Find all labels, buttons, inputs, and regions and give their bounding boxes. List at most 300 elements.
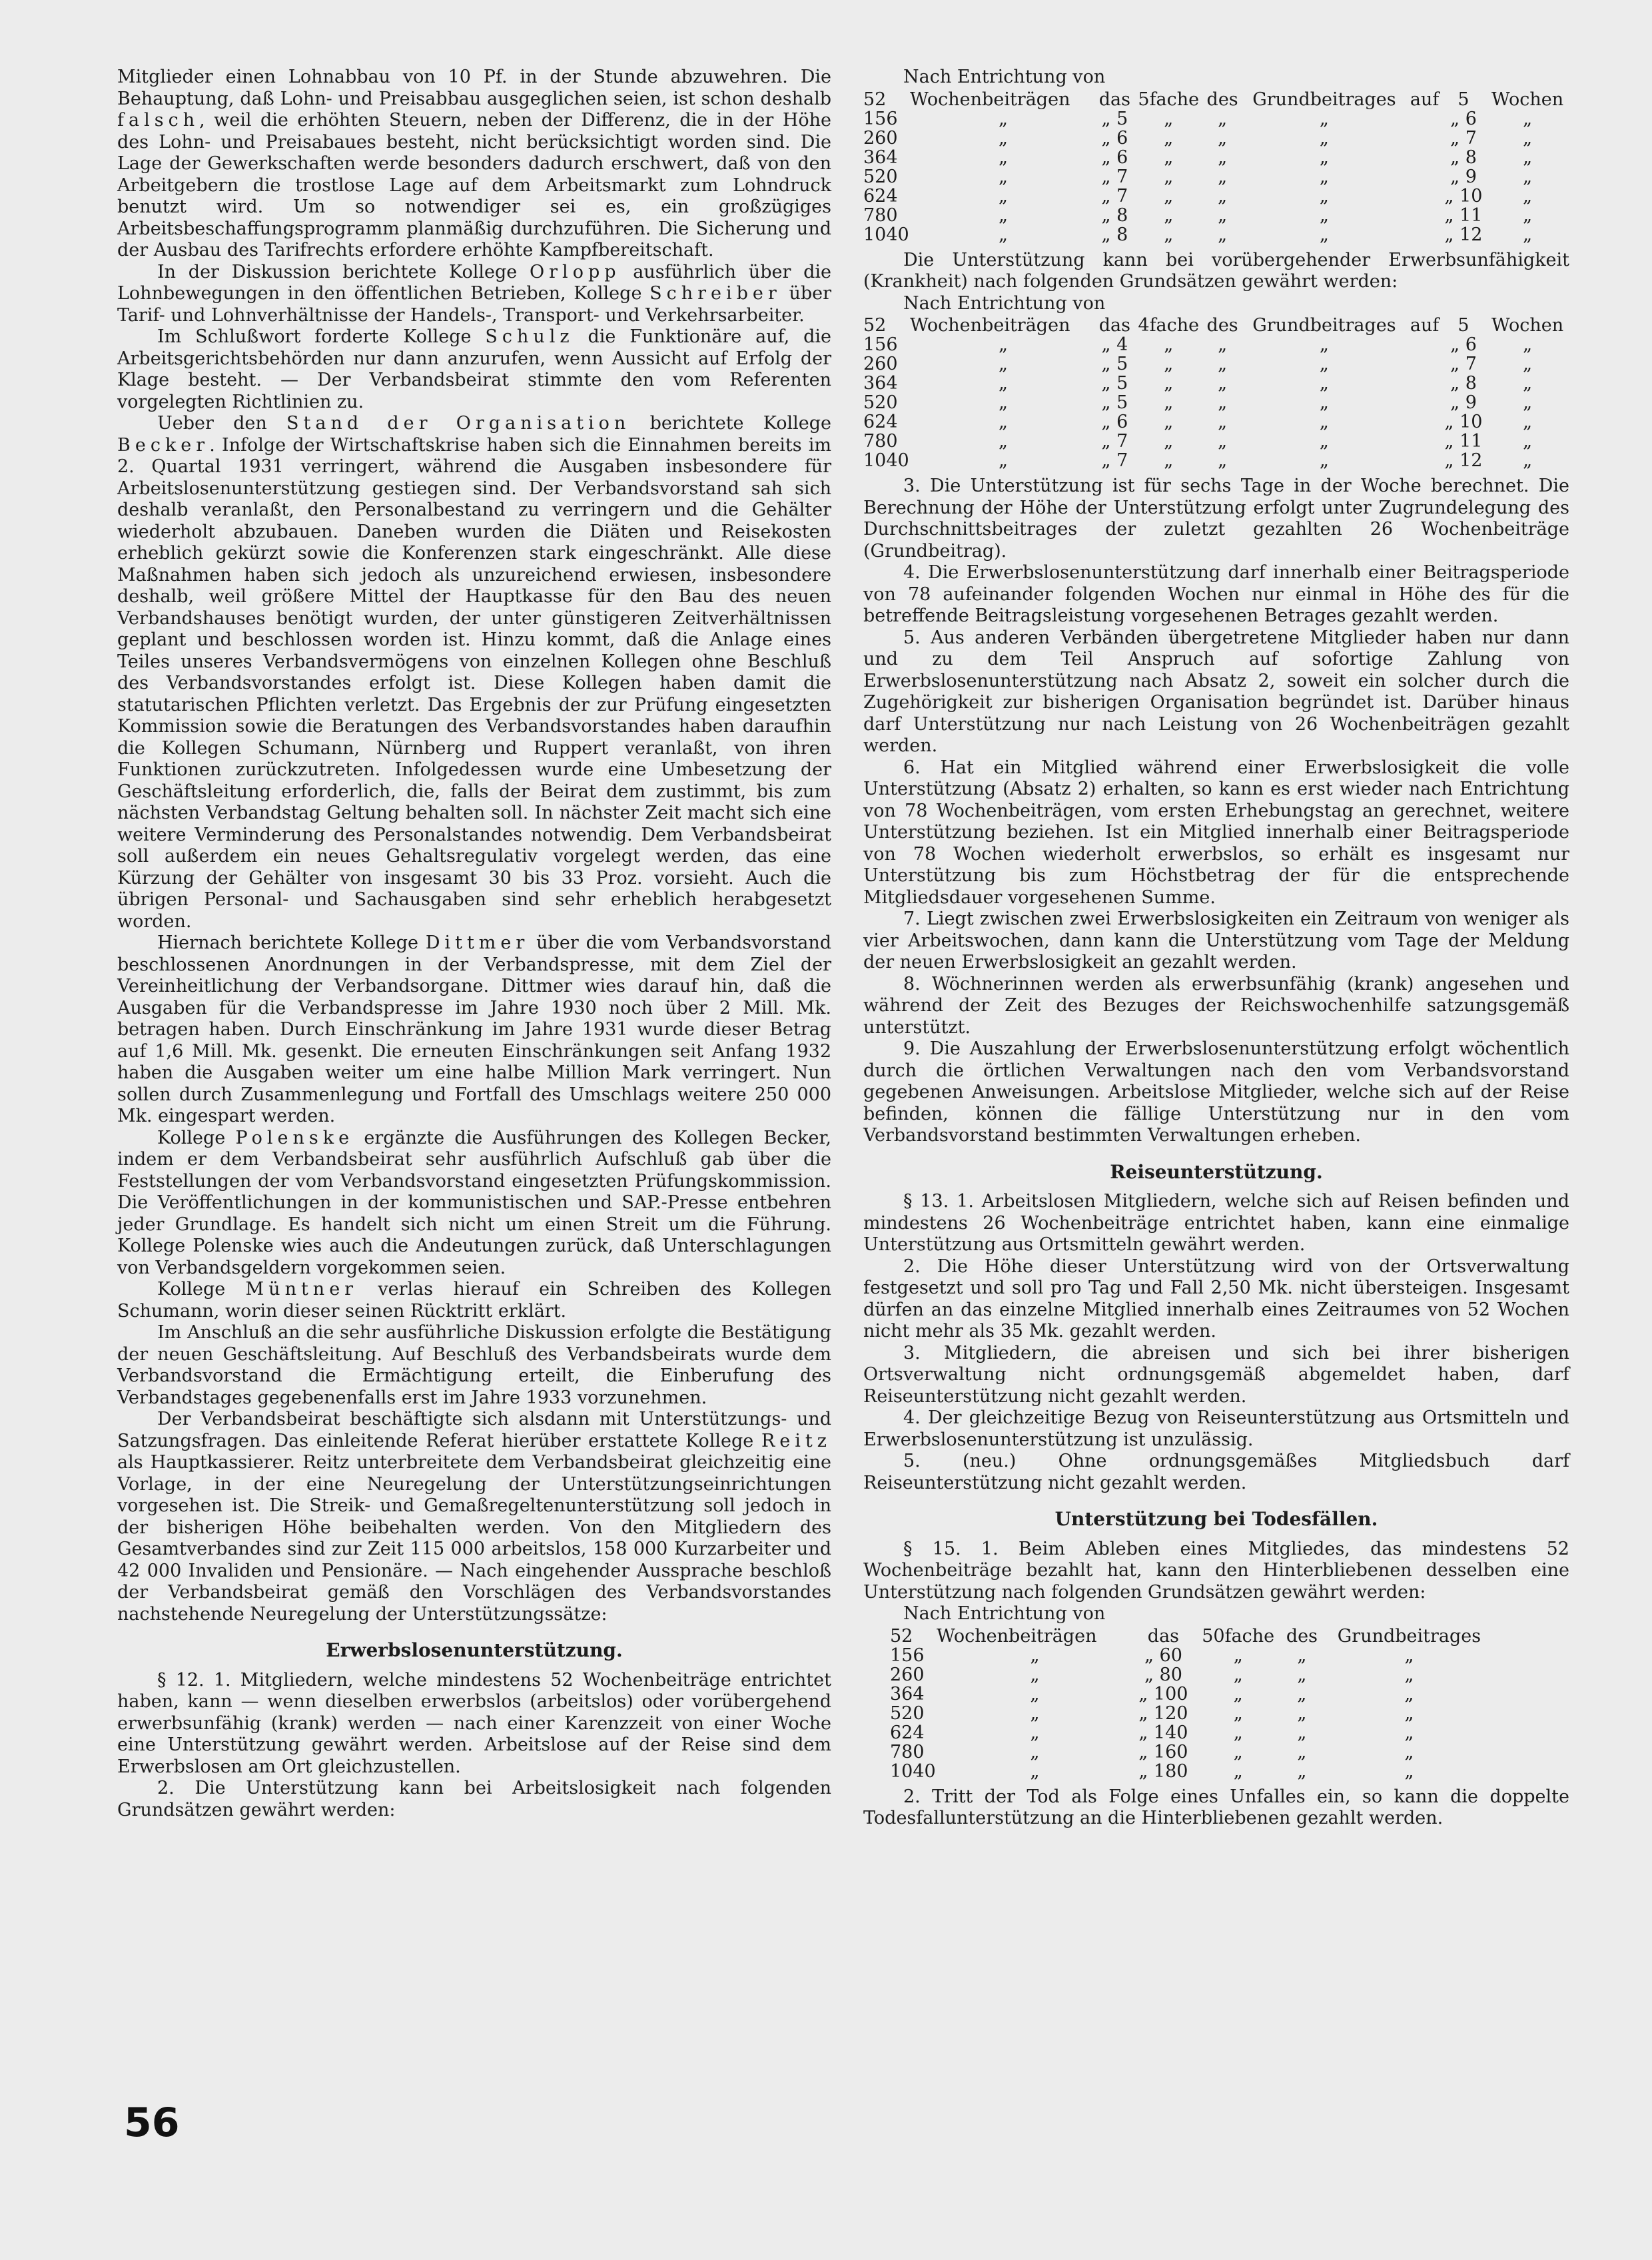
rate-table-cell: „ (1218, 108, 1228, 129)
table-intro: Nach Entrichtung von (903, 292, 1106, 314)
paragraph (863, 627, 1569, 757)
text-run: verlas hierauf ein Schreiben des Kollegen Schumann, worin dieser seinen Rücktritt erklärt. (117, 1279, 831, 1321)
paragraph (863, 1038, 1569, 1147)
paragraph (863, 476, 1569, 562)
rate-table-cell: „ 120 (1138, 1702, 1188, 1724)
rate-table-cell: „ (1404, 1741, 1414, 1762)
rate-table-cell (1408, 225, 1442, 244)
rate-table-row (863, 451, 1569, 470)
paragraph (863, 974, 1569, 1039)
rate-table-todesfall (890, 1627, 1497, 1781)
rate-table-cell: „ (1523, 127, 1533, 149)
rate-table-cell: „ 4 (1101, 334, 1128, 355)
rate-table-header-cell: 5 (1457, 315, 1469, 336)
text-run: Die Unterstützung kann bei vorübergehender Erwerbsunfähigkeit (Krankheit) nach folgenden Grundsätzen gewährt werden: (863, 249, 1569, 292)
rate-table-header-cell: Wochenbeiträgen (910, 89, 1070, 110)
rate-table-header-cell: das (1098, 89, 1130, 110)
rate-table-cell: 780 (863, 431, 898, 452)
text-run: ergänzte die Ausführungen des Kollegen Becker, indem er dem Verbandsbeirat sehr ausführlich Aufschluß gab über die Feststellungen der vom Verbandsvorstand eingesetzten Prüfungskommission. Die Veröffentlichungen in der kommunistischen und SAP.-Presse entbehren jeder Grundlage. Es handelt sich nicht um einen Streit um die Führung. Kollege Polenske wies auch die Andeutungen zurück, daß Unterschlagungen von Verbandsgeldern vorgekommen seien. (117, 1127, 832, 1278)
rate-table-cell: 780 (863, 204, 898, 226)
rate-table-cell: „ (1319, 373, 1329, 394)
text-run: berichtete Kollege (630, 413, 831, 434)
section-heading: Unterstützung bei Todesfällen. (1054, 1508, 1378, 1530)
rate-table-cell: „ 80 (1144, 1664, 1182, 1685)
rate-table-row (863, 393, 1569, 412)
rate-table-cell: „ (1523, 354, 1533, 374)
paragraph (863, 909, 1569, 974)
table-intro: Nach Entrichtung von (903, 67, 1106, 87)
rate-table-cell (1408, 432, 1442, 451)
rate-table-row (863, 412, 1569, 432)
text-run: , weil die erhöhten Steuern, neben der Differenz, die in der Höhe des Lohn- und Preisabaues besteht, nicht berücksichtigt worden sind. Die Lage der Gewerkschaften werde besonders dadurch erschwert, daß von den Arbeitgebern die trostlose Lage auf dem Arbeitsmarkt zum Lohndruck benutzt wird. Um so notwendiger sei es, ein großzügiges Arbeitsbeschaffungsprogramm planmäßig durchzuführen. Die Sicherung und der Ausbau des Tarifrechts erfordere erhöhte Kampfbereitschaft. (117, 110, 831, 260)
rate-table-cell: „ (1523, 334, 1533, 355)
text-run: 5. Aus anderen Verbänden übergetretene Mitglieder haben nur dann und zu dem Teil Anspruch auf sofortige Zahlung von Erwerbslosenunterstützung nach Absatz 2, soweit ein solcher durch die Zugehörigkeit zur bisherigen Organisation begründet ist. Darüber hinaus darf Unterstützung nur nach Leistung von 26 Wochenbeiträgen gezahlt werden. (863, 627, 1569, 756)
rate-table-row (890, 1742, 1497, 1762)
rate-table-cell: 624 (863, 185, 898, 206)
paragraph (863, 562, 1569, 627)
rate-table-cell: „ (1523, 392, 1533, 413)
rate-table-cell: „ (1164, 166, 1174, 187)
text-run: 5. (neu.) Ohne ordnungsgemäßes Mitgliedsbuch darf Reiseunterstützung nicht gezahlt werden. (863, 1451, 1569, 1493)
rate-table-cell: „ (1233, 1760, 1243, 1782)
right-column (863, 67, 1569, 1830)
rate-table-cell: „ 10 (1444, 185, 1483, 206)
rate-table-cell: „ (1164, 412, 1174, 432)
rate-table-cell: „ 11 (1444, 204, 1483, 226)
rate-table-header-cell: des (1206, 89, 1238, 110)
rate-table-cell: „ 12 (1444, 450, 1483, 471)
rate-table-header-cell: 52 (890, 1625, 913, 1647)
text-run: Mitglieder einen Lohnabbau von 10 Pf. in der Stunde abzuwehren. Die Behauptung, daß Lohn- und Preisabbau ausgeglichen seien, ist schon deshalb (117, 67, 831, 109)
rate-table-cell: „ (1233, 1645, 1243, 1666)
rate-table-cell: 364 (863, 147, 898, 168)
rate-table-header-cell: 52 (863, 89, 887, 110)
rate-table-cell: „ 7 (1101, 450, 1128, 471)
spaced-name: Dittmer (425, 933, 530, 953)
rate-table-row (890, 1762, 1497, 1781)
text-run: ausführlich über die Lohnbewegungen in den öffentlichen Betrieben, Kollege (117, 261, 832, 304)
rate-table-cell (1408, 451, 1442, 470)
text-run: die Funktionäre auf, die Arbeitsgerichtsbehörden nur dann anzurufen, wenn Aussicht auf Erfolg der Klage besteht. — Der Verbandsbeirat stimmte den vom Referenten vorgelegten Richtlinien zu. (117, 326, 831, 412)
spaced-name: Schulz (485, 326, 574, 347)
text-run: 3. Die Unterstützung ist für sechs Tage in der Woche berechnet. Die Berechnung der Höhe der Unterstützung erfolgt unter Zugrundelegung des Durchschnittsbeitrages der zuletzt gezahlten 26 Wochenbeiträge (Grundbeitrag). (863, 476, 1569, 562)
spaced-name: Polenske (235, 1127, 354, 1148)
rate-table-cell: „ (1523, 166, 1533, 187)
text-run: Kollege (157, 1127, 236, 1148)
text-run: § 15. 1. Beim Ableben eines Mitgliedes, das mindestens 52 Wochenbeiträge bezahlt hat, kann den Hinterbliebenen desselben eine Unterstützung nach folgenden Grundsätzen gewährt werden: (863, 1538, 1569, 1603)
rate-table-cell: „ (1218, 147, 1228, 168)
rate-table-row (863, 225, 1569, 244)
rate-table-cell: „ (1404, 1683, 1414, 1704)
rate-table-cell: „ 6 (1450, 334, 1477, 355)
rate-table-cell: „ (998, 108, 1008, 129)
rate-table-header-cell: das (1147, 1625, 1180, 1647)
text-run: 2. Tritt der Tod als Folge eines Unfalles ein, so kann die doppelte Todesfallunterstützung an die Hinterbliebenen gezahlt werden. (863, 1786, 1569, 1828)
rate-table-cell: 364 (863, 373, 898, 394)
rate-table-cell: „ 7 (1450, 354, 1477, 374)
rate-table-cell: 260 (863, 127, 898, 149)
rate-table-cell: „ (1030, 1702, 1040, 1724)
rate-table-cell: „ (1233, 1741, 1243, 1762)
rate-table-cell: „ 160 (1138, 1741, 1188, 1762)
paragraph (863, 1191, 1569, 1256)
paragraph (863, 1451, 1569, 1494)
text-run: Der Verbandsbeirat beschäftigte sich alsdann mit Unterstützungs- und Satzungsfragen. Das einleitende Referat hierüber erstattete Kollege (117, 1409, 831, 1451)
rate-table-cell: „ (1218, 450, 1228, 471)
rate-table-header-cell: Grundbeitrages (1337, 1625, 1481, 1647)
rate-table-cell: 364 (890, 1683, 925, 1704)
rate-table-cell (1408, 167, 1442, 187)
spaced-name: Stand der Organisation (286, 413, 631, 434)
rate-table-cell (1408, 109, 1442, 129)
rate-table-cell: „ 60 (1144, 1645, 1182, 1666)
rate-table-cell: „ (1218, 334, 1228, 355)
text-run: über Tarif- und Lohnverhältnisse der Handels-, Transport- und Verkehrsarbeiter. (117, 283, 832, 326)
rate-table-cell: „ (1164, 127, 1174, 149)
rate-table-cell: „ (998, 450, 1008, 471)
rate-table-cell: „ (998, 166, 1008, 187)
rate-table-cell: „ (1319, 204, 1329, 226)
spaced-name: Becker (117, 434, 210, 456)
rate-table-cell: „ (1319, 412, 1329, 432)
rate-table-cell: „ 5 (1101, 108, 1128, 129)
rate-table-cell: „ (998, 147, 1008, 168)
rate-table-header-row (863, 316, 1569, 335)
rate-table-header-cell: Wochenbeiträgen (937, 1625, 1097, 1647)
rate-table-cell: „ 12 (1444, 224, 1483, 245)
rate-table-cell: „ 5 (1101, 373, 1128, 394)
spaced-name: Schreiber (649, 283, 781, 304)
rate-table-cell: „ 9 (1450, 392, 1477, 413)
rate-table-cell: 156 (890, 1645, 925, 1666)
rate-table-cell: „ 6 (1450, 108, 1477, 129)
table-intro: Nach Entrichtung von (903, 1603, 1106, 1624)
rate-table-header-cell: des (1206, 315, 1238, 336)
rate-table-cell: „ (1523, 185, 1533, 206)
text-run: 3. Mitgliedern, die abreisen und sich bei ihrer bisherigen Ortsverwaltung nicht ordnungsgemäß abgemeldet haben, darf Reiseunterstützung nicht gezahlt werden. (863, 1342, 1569, 1407)
rate-table-cell: „ (1297, 1741, 1307, 1762)
rate-table-row (890, 1665, 1497, 1685)
rate-table-row (863, 109, 1569, 129)
rate-table-cell: „ 180 (1138, 1760, 1188, 1782)
rate-table-cell: „ (1030, 1683, 1040, 1704)
paragraph (117, 1409, 831, 1625)
rate-table-cell: „ (1319, 108, 1329, 129)
rate-table-cell: „ (998, 412, 1008, 432)
text-run: 8. Wöchnerinnen werden als erwerbsunfähig (krank) angesehen und während der Zeit des Bezuges der Reichswochenhilfe satzungsgemäß unterstützt. (863, 973, 1569, 1038)
rate-table-cell: „ (1030, 1645, 1040, 1666)
rate-table-cell: „ (1523, 204, 1533, 226)
paragraph (863, 1539, 1569, 1604)
rate-table-cell: „ (1164, 354, 1174, 374)
text-run: 2. Die Unterstützung kann bei Arbeitslosigkeit nach folgenden Grundsätzen gewährt werden: (117, 1778, 831, 1820)
rate-table-cell: „ (1233, 1722, 1243, 1743)
page-number: 56 (124, 2099, 180, 2146)
left-column (117, 67, 831, 1821)
rate-table-cell: „ (1523, 450, 1533, 471)
rate-table-cell: „ 8 (1450, 373, 1477, 394)
rate-table-header-cell: 4fache (1138, 315, 1200, 336)
text-run: Hiernach berichtete Kollege (157, 933, 426, 953)
spaced-name: Müntner (245, 1279, 358, 1300)
rate-table-cell: „ (998, 373, 1008, 394)
rate-table-cell: „ (998, 392, 1008, 413)
rate-table-header-cell: auf (1410, 89, 1440, 110)
paragraph (863, 250, 1569, 293)
rate-table-row (890, 1646, 1497, 1665)
rate-table-header-cell: Grundbeitrages (1252, 315, 1396, 336)
rate-table-cell (1408, 412, 1442, 432)
rate-table-cell: „ (1404, 1664, 1414, 1685)
rate-table-cell: 520 (890, 1702, 925, 1724)
text-run: Kollege (157, 1279, 246, 1300)
rate-table-cell: 624 (863, 412, 898, 432)
rate-table-cell: „ (1319, 185, 1329, 206)
rate-table-cell: „ (1297, 1683, 1307, 1704)
text-run: . Infolge der Wirtschaftskrise haben sich die Einnahmen bereits im 2. Quartal 1931 verringert, während die Ausgaben insbesondere für Arbeitslosenunterstützung gestiegen sind. Der Verbandsvorstand sah sich deshalb veranlaßt, den Personalbestand zu verringern und die Gehälter wiederholt abzubauen. Daneben wurden die Diäten und Reisekosten erheblich gekürzt sowie die Konferenzen stark eingeschränkt. Alle diese Maßnahmen haben sich jedoch als unzureichend erwiesen, insbesondere deshalb, weil größere Mittel der Hauptkasse für den Bau des neuen Verbandshauses benötigt wurden, der unter günstigeren Zeitverhältnissen geplant und beschlossen worden ist. Hinzu kommt, daß die Anlage eines Teiles unseres Verbandsvermögens von einzelnen Kollegen ohne Beschluß des Verbandsvorstandes erfolgt ist. Diese Kollegen haben damit die statutarischen Pflichten verletzt. Das Ergebnis der zur Prüfung eingesetzten Kommission sowie die Beratungen des Verbandsvorstandes haben daraufhin die Kollegen Schumann, Nürnberg und Ruppert veranlaßt, von ihren Funktionen zurückzutreten. Infolgedessen wurde eine Umbesetzung der Geschäftsleitung erforderlich, die, falls der Beirat dem zustimmt, bis zum nächsten Verbandstag Geltung behalten soll. In nächster Zeit macht sich eine weitere Verminderung des Personalstandes notwendig. Dem Verbandsbeirat soll außerdem ein neues Gehaltsregulativ vorgelegt werden, das eine Kürzung der Gehälter von insgesamt 30 bis 33 Proz. vorsieht. Auch die übrigen Personal- und Sachausgaben sind sehr erheblich herabgesetzt worden. (117, 434, 831, 932)
rate-table-cell: „ 6 (1101, 412, 1128, 432)
rate-table-cell: 520 (863, 166, 898, 187)
rate-table-cell: „ 8 (1101, 204, 1128, 226)
rate-table-cell: „ (1164, 185, 1174, 206)
rate-table-cell: „ (1523, 412, 1533, 432)
rate-table-cell: „ (1164, 334, 1174, 355)
rate-table-row (863, 432, 1569, 451)
rate-table-header-row (863, 90, 1569, 109)
rate-table-cell: „ (1030, 1722, 1040, 1743)
paragraph (117, 1128, 831, 1280)
rate-table-cell: 1040 (863, 450, 909, 471)
rate-table-cell: „ (1523, 431, 1533, 452)
rate-table-cell: „ (1218, 166, 1228, 187)
rate-table-cell: „ (1164, 392, 1174, 413)
rate-table-cell: „ (1218, 431, 1228, 452)
rate-table-row (863, 167, 1569, 187)
rate-table-cell: „ (998, 127, 1008, 149)
rate-table-cell: „ (1319, 166, 1329, 187)
spaced-name: falsch (117, 110, 200, 131)
rate-table-cell: „ (1523, 108, 1533, 129)
rate-table-cell: „ (1030, 1760, 1040, 1782)
rate-table-cell: „ (1319, 431, 1329, 452)
rate-table-cell: „ 100 (1138, 1683, 1188, 1704)
rate-table-arbeitslos (863, 90, 1569, 244)
spaced-name: Reitz (761, 1430, 831, 1451)
text-run: Ueber den (157, 413, 287, 434)
rate-table-cell (1408, 148, 1442, 167)
rate-table-cell: „ (1218, 392, 1228, 413)
paragraph (117, 933, 831, 1128)
rate-table-row (863, 206, 1569, 225)
rate-table-cell: „ (1218, 204, 1228, 226)
rate-table-row (890, 1723, 1497, 1742)
rate-table-cell: „ (1218, 127, 1228, 149)
rate-table-cell: „ 8 (1450, 147, 1477, 168)
rate-table-header-cell: Wochen (1491, 89, 1564, 110)
paragraph (117, 1322, 831, 1409)
rate-table-cell: 520 (863, 392, 898, 413)
rate-table-cell: „ (1233, 1683, 1243, 1704)
rate-table-cell: 260 (863, 354, 898, 374)
rate-table-cell (1408, 354, 1442, 374)
rate-table-cell: „ (1319, 354, 1329, 374)
spaced-name: Orlopp (530, 261, 621, 282)
rate-table-cell: 1040 (863, 224, 909, 245)
paragraph (117, 1279, 831, 1322)
rate-table-cell: „ (1297, 1760, 1307, 1782)
text-run: Im Anschluß an die sehr ausführliche Diskussion erfolgte die Bestätigung der neuen Geschäftsleitung. Auf Beschluß des Verbandsbeirats wurde dem Verbandsvorstand die Ermächtigung erteilt, die Einberufung des Verbandstages gegebenenfalls erst im Jahre 1933 vorzunehmen. (117, 1322, 831, 1408)
rate-table-cell: „ (1319, 147, 1329, 168)
rate-table-cell: „ (1030, 1664, 1040, 1685)
rate-table-cell: „ (998, 431, 1008, 452)
rate-table-cell: „ (1404, 1702, 1414, 1724)
rate-table-cell (1408, 335, 1442, 354)
rate-table-cell (1408, 374, 1442, 393)
rate-table-cell: „ (998, 354, 1008, 374)
rate-table-cell: „ (1233, 1702, 1243, 1724)
rate-table-cell: „ (1164, 147, 1174, 168)
rate-table-cell (1408, 187, 1442, 206)
rate-table-cell: „ (1218, 373, 1228, 394)
rate-table-cell: „ 9 (1450, 166, 1477, 187)
rate-table-cell: „ 5 (1101, 392, 1128, 413)
rate-table-cell: „ (998, 204, 1008, 226)
rate-table-cell: „ 10 (1444, 412, 1483, 432)
rate-table-header-cell: 5 (1457, 89, 1469, 110)
rate-table-cell: „ (1523, 373, 1533, 394)
rate-table-header-cell: Grundbeitrages (1252, 89, 1396, 110)
text-run: § 12. 1. Mitgliedern, welche mindestens 52 Wochenbeiträge entrichtet haben, kann — wenn dieselben erwerbslos (arbeitslos) oder vorübergehend erwerbsunfähig (krank) werden — nach einer Karenzzeit von einer Woche eine Unterstützung gewährt werden. Arbeitslose auf der Reise sind dem Erwerbslosen am Ort gleichzustellen. (117, 1669, 831, 1777)
text-run: In der Diskussion berichtete Kollege (157, 261, 530, 282)
paragraph (117, 67, 831, 262)
text-run: 4. Die Erwerbslosenunterstützung darf innerhalb einer Beitragsperiode von 78 aufeinander folgenden Wochen nur einmal in Höhe des für die betreffende Beitragsleistung vorgesehenen Betrages gezahlt werden. (863, 562, 1569, 626)
rate-table-cell: „ (1404, 1722, 1414, 1743)
rate-table-cell: „ (1297, 1664, 1307, 1685)
rate-table-row (863, 148, 1569, 167)
rate-table-cell: „ 7 (1101, 185, 1128, 206)
rate-table-cell (1408, 206, 1442, 225)
rate-table-cell: „ (1218, 185, 1228, 206)
rate-table-cell (1408, 393, 1442, 412)
rate-table-cell: „ (1030, 1741, 1040, 1762)
rate-table-header-cell: auf (1410, 315, 1440, 336)
rate-table-header-row (890, 1627, 1497, 1646)
text-run: als Hauptkassierer. Reitz unterbreitete dem Verbandsbeirat gleichzeitig eine Vorlage, in der eine Neuregelung der Unterstützungseinrichtungen vorgesehen ist. Die Streik- und Gemaßregeltenunterstützung soll jedoch in der bisherigen Höhe beibehalten werden. Von den Mitgliedern des Gesamtverbandes sind zur Zeit 115 000 arbeitslos, 158 000 Kurzarbeiter und 42 000 Invaliden und Pensionäre. — Nach eingehender Aussprache beschloß der Verbandsbeirat gemäß den Vorschlägen des Verbandsvorstandes nachstehende Neuregelung der Unterstützungssätze: (117, 1452, 831, 1625)
rate-table-cell: „ (1523, 224, 1533, 245)
paragraph (117, 326, 831, 413)
rate-table-header-cell: das (1098, 315, 1130, 336)
rate-table-cell: „ 7 (1450, 127, 1477, 149)
rate-table-cell: „ (1319, 334, 1329, 355)
rate-table-header-cell: Wochenbeiträgen (910, 315, 1070, 336)
rate-table-cell: „ (1319, 450, 1329, 471)
text-run: 6. Hat ein Mitglied während einer Erwerbslosigkeit die volle Unterstützung (Absatz 2) erhalten, so kann es erst wieder nach Entrichtung von 78 Wochenbeiträgen, vom ersten Erhebungstag an gerechnet, weitere Unterstützung beziehen. Ist ein Mitglied innerhalb einer Beitragsperiode von 78 Wochen wiederholt erwerbslos, so erhält es insgesamt nur Unterstützung bis zum Höchstbetrag der für die entsprechende Mitgliedsdauer vorgesehenen Summe. (863, 757, 1569, 908)
rate-table-cell: „ (998, 185, 1008, 206)
text-run: 2. Die Höhe dieser Unterstützung wird von der Ortsverwaltung festgesetzt und soll pro Tag und Fall 2,50 Mk. nicht übersteigen. Insgesamt dürfen an das einzelne Mitglied innerhalb eines Zeitraumes von 52 Wochen nicht mehr als 35 Mk. gezahlt werden. (863, 1256, 1569, 1341)
section-heading: Erwerbslosenunterstützung. (326, 1639, 623, 1661)
rate-table-row (863, 335, 1569, 354)
rate-table-cell: „ (1164, 373, 1174, 394)
rate-table-cell: 156 (863, 334, 898, 355)
rate-table-header-cell: 52 (863, 315, 887, 336)
rate-table-cell: „ (1218, 354, 1228, 374)
text-run: über die vom Verbandsvorstand beschlossenen Anordnungen in der Verbandspresse, mit dem Ziel der Vereinheitlichung der Verbandsorgane. Dittmer wies darauf hin, daß die Ausgaben für die Verbandspresse im Jahre 1930 noch über 2 Mill. Mk. betragen haben. Durch Einschränkung im Jahre 1931 wurde dieser Betrag auf 1,6 Mill. Mk. gesenkt. Die erneuten Einschränkungen seit Anfang 1932 haben die Ausgaben weiter um eine halbe Million Mark verringert. Nun sollen durch Zusammenlegung und Fortfall des Umschlags weitere 250 000 Mk. eingespart werden. (117, 933, 832, 1126)
rate-table-cell: „ (1404, 1760, 1414, 1782)
text-run: 4. Der gleichzeitige Bezug von Reiseunterstützung aus Ortsmitteln und Erwerbslosenunterstützung ist unzulässig. (863, 1407, 1569, 1450)
rate-table-krankheit (863, 316, 1569, 470)
rate-table-header-cell: 5fache (1138, 89, 1200, 110)
rate-table-row (890, 1704, 1497, 1723)
rate-table-cell: „ (1319, 224, 1329, 245)
rate-table-cell: „ (1319, 127, 1329, 149)
paragraph (117, 1778, 831, 1821)
rate-table-cell: „ 6 (1101, 127, 1128, 149)
rate-table-row (863, 354, 1569, 374)
rate-table-cell: „ (998, 334, 1008, 355)
paragraph (863, 1407, 1569, 1451)
section-heading: Reiseunterstützung. (1110, 1160, 1323, 1183)
text-run: § 13. 1. Arbeitslosen Mitgliedern, welche sich auf Reisen befinden und mindestens 26 Wochenbeiträge entrichtet haben, kann eine einmalige Unterstützung aus Ortsmitteln gewährt werden. (863, 1191, 1569, 1255)
paragraph (117, 1670, 831, 1778)
paragraph (117, 413, 831, 933)
rate-table-cell (1408, 129, 1442, 148)
rate-table-cell: 156 (863, 108, 898, 129)
rate-table-cell: „ (1218, 224, 1228, 245)
paragraph (863, 1786, 1569, 1830)
rate-table-cell: „ 11 (1444, 431, 1483, 452)
rate-table-cell: „ (1164, 204, 1174, 226)
rate-table-header-cell: des (1286, 1625, 1318, 1647)
rate-table-cell: „ (1233, 1664, 1243, 1685)
paragraph (117, 262, 831, 327)
rate-table-cell: „ (1164, 224, 1174, 245)
rate-table-cell: „ (1218, 412, 1228, 432)
rate-table-header-cell: 50fache (1202, 1625, 1275, 1647)
rate-table-cell: „ 8 (1101, 224, 1128, 245)
rate-table-cell: „ (1404, 1645, 1414, 1666)
rate-table-cell: „ 7 (1101, 431, 1128, 452)
rate-table-cell: „ 7 (1101, 166, 1128, 187)
rate-table-cell: „ (1319, 392, 1329, 413)
rate-table-cell: „ (1297, 1722, 1307, 1743)
text-run: 9. Die Auszahlung der Erwerbslosenunterstützung erfolgt wöchentlich durch die örtlichen Verwaltungen nach den vom Verbandsvorstand gegebenen Anweisungen. Arbeitslose Mitglieder, welche sich auf der Reise befinden, können die fällige Unterstützung nur in den vom Verbandsvorstand bestimmten Verwaltungen erheben. (863, 1038, 1569, 1146)
paragraph (863, 757, 1569, 909)
text-run: Im Schlußwort forderte Kollege (157, 326, 486, 347)
rate-table-cell: 1040 (890, 1760, 936, 1782)
rate-table-cell: „ (998, 224, 1008, 245)
rate-table-cell: 780 (890, 1741, 925, 1762)
paragraph (863, 1343, 1569, 1408)
rate-table-cell: 260 (890, 1664, 925, 1685)
rate-table-cell: „ (1523, 147, 1533, 168)
rate-table-cell: 624 (890, 1722, 925, 1743)
rate-table-row (863, 374, 1569, 393)
rate-table-cell: „ (1164, 431, 1174, 452)
rate-table-row (890, 1685, 1497, 1704)
rate-table-cell: „ (1164, 108, 1174, 129)
rate-table-cell: „ (1164, 450, 1174, 471)
rate-table-row (863, 187, 1569, 206)
paragraph (863, 1256, 1569, 1343)
rate-table-cell: „ (1297, 1645, 1307, 1666)
rate-table-cell: „ 5 (1101, 354, 1128, 374)
text-run: 7. Liegt zwischen zwei Erwerbslosigkeiten ein Zeitraum von weniger als vier Arbeitswochen, dann kann die Unterstützung vom Tage der Meldung der neuen Erwerbslosigkeit an gezahlt werden. (863, 909, 1569, 972)
rate-table-cell: „ (1297, 1702, 1307, 1724)
rate-table-cell: „ 6 (1101, 147, 1128, 168)
rate-table-cell: „ 140 (1138, 1722, 1188, 1743)
rate-table-header-cell: Wochen (1491, 315, 1564, 336)
rate-table-row (863, 129, 1569, 148)
